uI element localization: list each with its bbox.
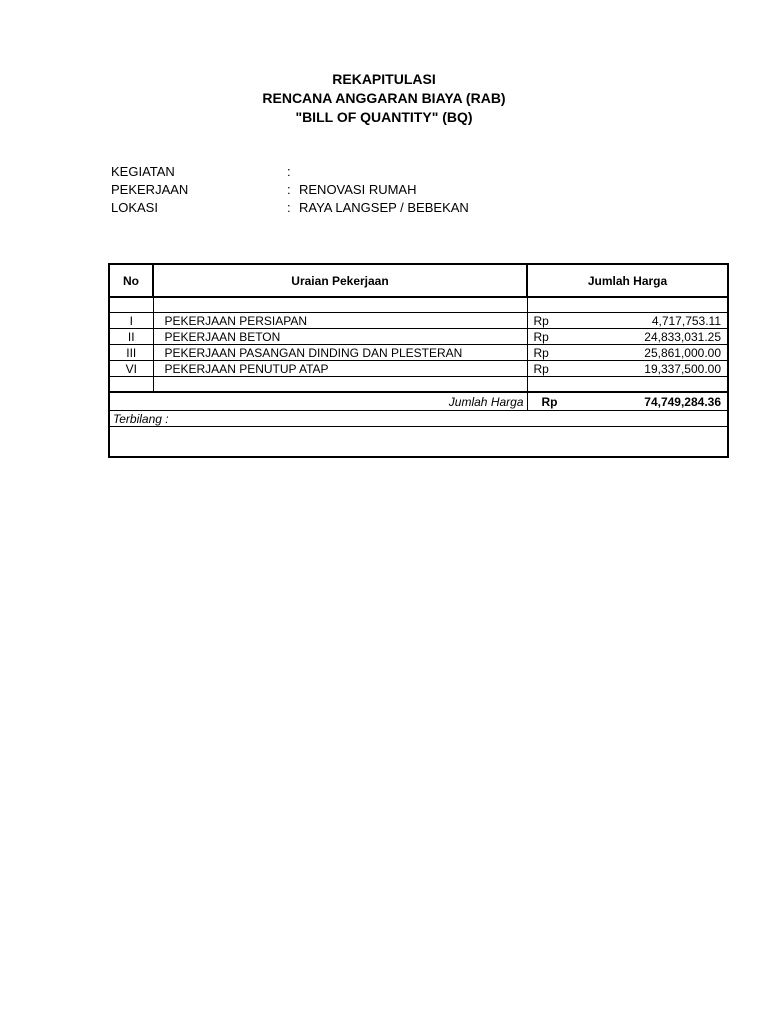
blank-row bbox=[109, 377, 728, 393]
row-currency: Rp bbox=[527, 345, 561, 361]
info-row-kegiatan bbox=[111, 163, 469, 181]
table-row bbox=[109, 345, 728, 361]
row-uraian: PEKERJAAN PASANGAN DINDING DAN PLESTERAN bbox=[153, 345, 527, 361]
row-currency: Rp bbox=[527, 313, 561, 329]
info-label: PEKERJAAN bbox=[111, 182, 189, 197]
row-uraian: PEKERJAAN PERSIAPAN bbox=[153, 313, 527, 329]
blank-row bbox=[109, 297, 728, 313]
table-row bbox=[109, 329, 728, 345]
table-row bbox=[109, 361, 728, 377]
info-value: RAYA LANGSEP / BEBEKAN bbox=[299, 200, 469, 215]
column-header-no: No bbox=[109, 264, 153, 297]
column-header-uraian: Uraian Pekerjaan bbox=[153, 264, 527, 297]
terbilang-text-area bbox=[109, 427, 728, 458]
row-no: I bbox=[109, 313, 153, 329]
row-amount: 4,717,753.11 bbox=[561, 313, 728, 329]
row-amount: 24,833,031.25 bbox=[561, 329, 728, 345]
row-uraian: PEKERJAAN PENUTUP ATAP bbox=[153, 361, 527, 377]
total-currency: Rp bbox=[527, 392, 561, 411]
row-currency: Rp bbox=[527, 329, 561, 345]
terbilang-label: Terbilang : bbox=[109, 411, 728, 427]
info-label: LOKASI bbox=[111, 200, 158, 215]
project-info bbox=[111, 163, 469, 217]
title-line-3: "BILL OF QUANTITY" (BQ) bbox=[295, 109, 473, 125]
row-currency: Rp bbox=[527, 361, 561, 377]
row-uraian: PEKERJAAN BETON bbox=[153, 329, 527, 345]
info-row-pekerjaan bbox=[111, 181, 469, 199]
rab-table bbox=[108, 263, 729, 458]
info-colon: : bbox=[287, 182, 291, 197]
row-amount: 19,337,500.00 bbox=[561, 361, 728, 377]
table-header-row bbox=[109, 264, 728, 297]
total-label: Jumlah Harga bbox=[109, 392, 527, 411]
info-colon: : bbox=[287, 200, 291, 215]
table-row bbox=[109, 313, 728, 329]
title-line-1: REKAPITULASI bbox=[332, 71, 436, 87]
title-line-2: RENCANA ANGGARAN BIAYA (RAB) bbox=[262, 90, 506, 106]
info-row-lokasi bbox=[111, 199, 469, 217]
info-colon: : bbox=[287, 164, 291, 179]
total-amount: 74,749,284.36 bbox=[561, 392, 728, 411]
row-no: VI bbox=[109, 361, 153, 377]
info-value: RENOVASI RUMAH bbox=[299, 182, 417, 197]
document-title bbox=[0, 70, 768, 127]
row-no: II bbox=[109, 329, 153, 345]
terbilang-row bbox=[109, 411, 728, 427]
row-amount: 25,861,000.00 bbox=[561, 345, 728, 361]
total-row bbox=[109, 392, 728, 411]
info-label: KEGIATAN bbox=[111, 164, 175, 179]
row-no: III bbox=[109, 345, 153, 361]
column-header-jumlah: Jumlah Harga bbox=[527, 264, 728, 297]
